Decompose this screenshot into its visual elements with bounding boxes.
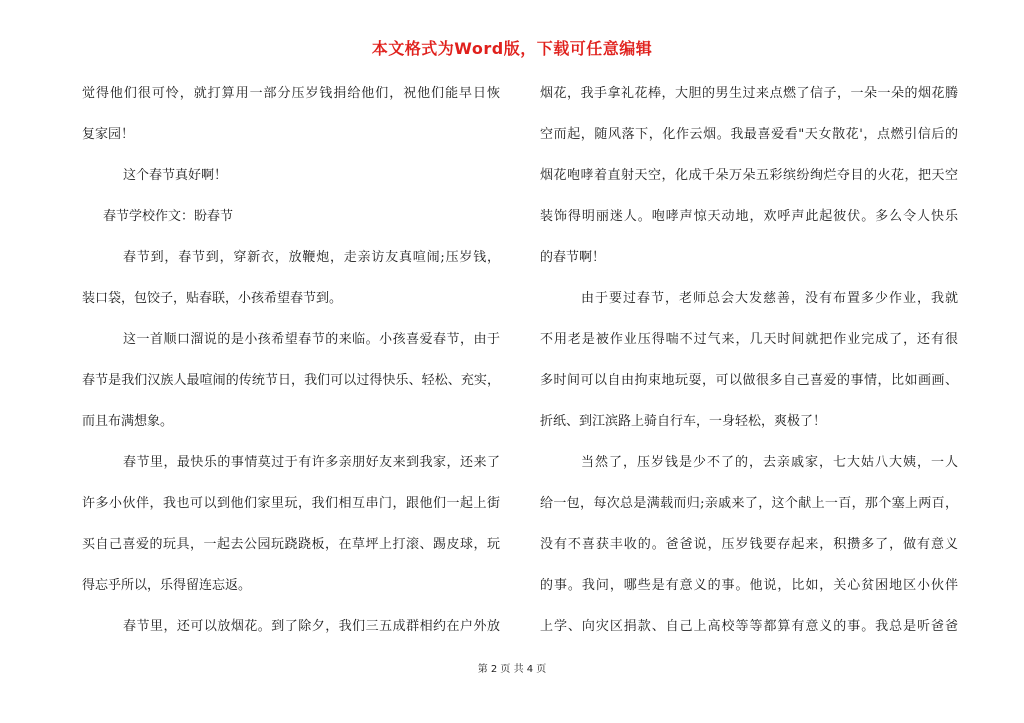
- text-line: 多时间可以自由拘束地玩耍，可以做很多自己喜爱的事情，比如画画、: [540, 373, 958, 388]
- document-header-title: 本文格式为Word版，下载可任意编辑: [371, 39, 653, 58]
- text-line: 的春节啊！: [540, 250, 606, 265]
- text-line: 烟花，我手拿礼花棒，大胆的男生过来点燃了信子，一朵一朵的烟花腾: [540, 86, 958, 101]
- text-line: 许多小伙伴，我也可以到他们家里玩，我们相互串门，跟他们一起上街: [82, 496, 500, 511]
- text-line: 当然了，压岁钱是少不了的，去亲戚家，七大姑八大姨，一人: [581, 455, 958, 470]
- text-line: 觉得他们很可怜，就打算用一部分压岁钱捐给他们，祝他们能早日恢: [82, 86, 500, 101]
- text-line: 买自己喜爱的玩具，一起去公园玩跷跷板，在草坪上打滚、踢皮球，玩: [82, 537, 500, 552]
- text-line: 给一包，每次总是满载而归;亲戚来了，这个献上一百，那个塞上两百，: [540, 496, 958, 511]
- text-line: 春节里，还可以放烟花。到了除夕，我们三五成群相约在户外放: [123, 619, 500, 634]
- text-line: 春节里，最快乐的事情莫过于有许多亲朋好友来到我家，还来了: [123, 455, 500, 470]
- section-heading: 春节学校作文：盼春节: [103, 209, 234, 224]
- text-line: 春节是我们汉族人最喧闹的传统节日，我们可以过得快乐、轻松、充实，: [82, 373, 500, 388]
- text-line: 上学、向灾区捐款、自己上高校等等都算有意义的事。我总是听爸爸: [540, 619, 958, 634]
- text-line: 春节到，春节到，穿新衣，放鞭炮，走亲访友真喧闹;压岁钱，: [123, 250, 500, 265]
- text-line: 没有不喜获丰收的。爸爸说，压岁钱要存起来，积攒多了，做有意义: [540, 537, 958, 552]
- text-line: 烟花咆哮着直射天空，化成千朵万朵五彩缤纷绚烂夺目的火花，把天空: [540, 168, 958, 183]
- text-line: 这个春节真好啊！: [123, 168, 228, 183]
- right-text-column: [540, 80, 958, 654]
- text-line: 空而起，随风落下，化作云烟。我最喜爱看"天女散花'，点燃引信后的: [540, 127, 958, 142]
- text-line: 不用老是被作业压得喘不过气来，几天时间就把作业完成了，还有很: [540, 332, 958, 347]
- text-line: 得忘乎所以，乐得留连忘返。: [82, 578, 252, 593]
- page-number-footer: 第 2 页 共 4 页: [477, 664, 547, 675]
- text-line: 由于要过春节，老师总会大发慈善，没有布置多少作业，我就: [581, 291, 958, 306]
- text-line: 复家园！: [82, 127, 135, 142]
- left-text-column: [82, 80, 500, 654]
- text-line: 装口袋，包饺子，贴春联，小孩希望春节到。: [82, 291, 343, 306]
- text-line: 的事。我问，哪些是有意义的事。他说，比如，关心贫困地区小伙伴: [540, 578, 958, 593]
- text-line: 装饰得明丽迷人。咆哮声惊天动地，欢呼声此起彼伏。多么令人快乐: [540, 209, 958, 224]
- text-line: 这一首顺口溜说的是小孩希望春节的来临。小孩喜爱春节，由于: [123, 332, 500, 347]
- text-line: 而且布满想象。: [82, 414, 174, 429]
- text-line: 折纸、到江滨路上骑自行车，一身轻松，爽极了！: [540, 414, 827, 429]
